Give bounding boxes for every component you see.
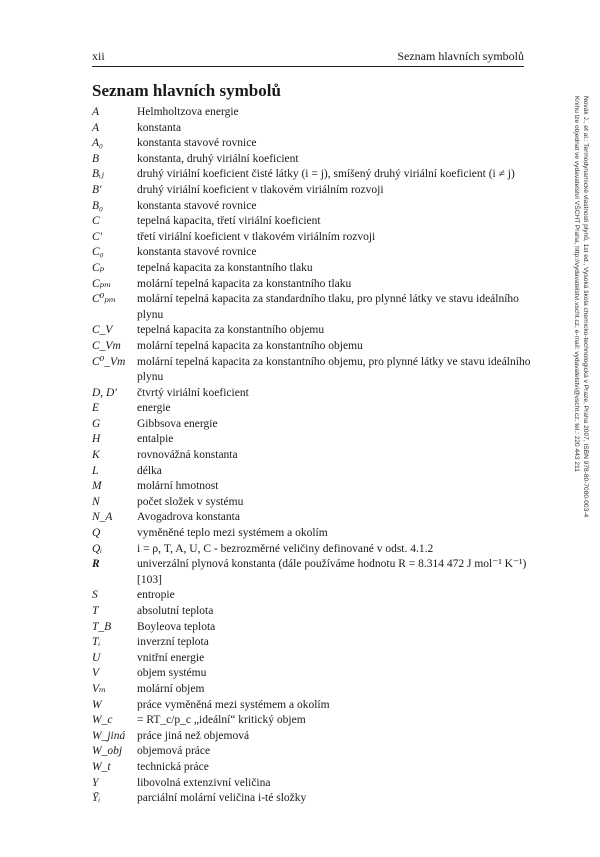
symbol: H <box>92 433 101 446</box>
symbol-description: rovnovážná konstanta <box>137 449 238 462</box>
symbol-description: čtvrtý viriální koeficient <box>137 386 249 399</box>
header-rule <box>92 66 524 67</box>
symbol-row <box>92 214 532 230</box>
symbol: A <box>92 121 100 134</box>
symbol: Bᵢⱼ <box>92 168 104 181</box>
symbol-row <box>92 542 532 558</box>
symbol-row <box>92 760 532 776</box>
symbol: C⁰ₚₘ <box>92 293 116 306</box>
symbol-description: energie <box>137 402 171 415</box>
symbol-row <box>92 292 532 323</box>
symbol-row <box>92 199 532 215</box>
symbol-description: konstanta stavové rovnice <box>137 246 257 259</box>
symbol-row <box>92 464 532 480</box>
symbol: W_jiná <box>92 729 126 742</box>
symbol-description: Boyleova teplota <box>137 620 216 633</box>
symbol-description: molární tepelná kapacita za konstantního objemu <box>137 339 363 352</box>
symbol-row <box>92 386 532 402</box>
symbol: W_c <box>92 714 113 727</box>
symbol-description: druhý viriální koeficient v tlakovém viriálním rozvoji <box>137 183 384 196</box>
symbol: M <box>92 480 102 493</box>
symbol-row <box>92 401 532 417</box>
symbol-description: molární tepelná kapacita za konstantního objemu, pro plynné látky ve stavu ideálního plynu <box>137 355 531 384</box>
symbol: T_B <box>92 620 112 633</box>
symbol-description: objem systému <box>137 667 207 680</box>
symbol-row <box>92 620 532 636</box>
symbol: T <box>92 605 99 617</box>
symbol-description: tepelná kapacita za konstantního tlaku <box>137 261 313 274</box>
symbol-list <box>92 105 532 807</box>
symbol-description: tepelná kapacita, třetí viriální koeficient <box>137 215 321 228</box>
symbol-row <box>92 105 532 121</box>
symbol-row <box>92 417 532 433</box>
symbol-row <box>92 495 532 511</box>
symbol-row <box>92 479 532 495</box>
citation-line: Knihu lze objednat ve vydavatelství VŠCHT Praha, http://vydavatelstvi.vscht.cz, e-mail: vydavatelstvi@vscht.cz, tel.: 220 443 211 <box>573 96 580 472</box>
symbol-description: konstanta, druhý viriální koeficient <box>137 152 299 165</box>
symbol-row <box>92 744 532 760</box>
symbol: B <box>92 152 100 165</box>
symbol-row <box>92 432 532 448</box>
symbol-row <box>92 277 532 293</box>
symbol-description: entropie <box>137 589 175 602</box>
symbol-row <box>92 776 532 792</box>
symbol: G <box>92 417 101 430</box>
symbol-description: univerzální plynová konstanta (dále používáme hodnotu R = 8.314 472 J mol⁻¹ K⁻¹) [103] <box>137 558 527 586</box>
symbol: U <box>92 651 101 664</box>
symbol: D, D′ <box>92 386 117 399</box>
symbol: Vₘ <box>92 682 107 695</box>
symbol-description: Avogadrova konstanta <box>137 511 240 524</box>
symbol-row <box>92 448 532 464</box>
symbol: Cₚ <box>92 261 105 274</box>
section-title: Seznam hlavních symbolů <box>92 81 281 100</box>
symbol: Qᵢ <box>92 542 103 555</box>
symbol: C_V <box>92 324 113 337</box>
symbol: C′ <box>92 230 103 243</box>
symbol-row <box>92 121 532 137</box>
symbol-description: počet složek v systému <box>137 495 244 508</box>
symbol: C <box>92 215 100 228</box>
symbol-row <box>92 152 532 168</box>
symbol: A₀ <box>92 137 104 150</box>
symbol: Tᵢ <box>92 636 101 649</box>
symbol-row <box>92 339 532 355</box>
symbol: Y <box>92 776 99 789</box>
symbol-description: = RT_c/p_c „ideální“ kritický objem <box>137 714 306 727</box>
symbol-description: tepelná kapacita za konstantního objemu <box>137 324 325 337</box>
symbol-row <box>92 183 532 199</box>
symbol: B′ <box>92 183 102 196</box>
symbol: C⁰_Vm <box>92 355 126 368</box>
symbol-row <box>92 557 532 588</box>
symbol: C₀ <box>92 246 104 259</box>
symbol-description: inverzní teplota <box>137 636 209 649</box>
symbol-row <box>92 698 532 714</box>
symbol: K <box>92 449 100 462</box>
symbol-row <box>92 230 532 246</box>
symbol-row <box>92 588 532 604</box>
symbol: W_obj <box>92 745 123 758</box>
symbol: N <box>92 495 100 508</box>
page-number: xii <box>92 49 105 63</box>
symbol-row <box>92 651 532 667</box>
symbol-description: technická práce <box>137 760 209 773</box>
symbol-description: molární hmotnost <box>137 480 219 493</box>
symbol-description: délka <box>137 464 162 477</box>
symbol: Ȳᵢ <box>92 792 101 805</box>
symbol-description: Helmholtzova energie <box>137 106 239 118</box>
symbol: C_Vm <box>92 339 121 352</box>
symbol: E <box>92 402 100 415</box>
symbol-row <box>92 713 532 729</box>
symbol-row <box>92 136 532 152</box>
symbol-description: molární tepelná kapacita za konstantního tlaku <box>137 277 352 290</box>
symbol: V <box>92 667 100 680</box>
symbol-row <box>92 604 532 620</box>
symbol-description: objemová práce <box>137 745 211 758</box>
symbol-description: druhý viriální koeficient čisté látky (i = j), smíšený druhý viriální koeficient (i ≠ j) <box>137 168 515 181</box>
symbol-description: i = ρ, T, A, U, C - bezrozměrné veličiny definované v odst. 4.1.2 <box>137 542 434 555</box>
symbol-row <box>92 791 532 807</box>
symbol-row <box>92 635 532 651</box>
symbol-description: práce vyměněná mezi systémem a okolím <box>137 698 330 711</box>
symbol-description: práce jiná než objemová <box>137 729 250 742</box>
symbol: W <box>92 698 102 711</box>
symbol-description: molární tepelná kapacita za standardního tlaku, pro plynné látky ve stavu ideálního plynu <box>137 293 519 321</box>
symbol-row <box>92 666 532 682</box>
symbol-description: libovolná extenzivní veličina <box>137 776 271 789</box>
running-title: Seznam hlavních symbolů <box>397 49 524 63</box>
citation-sidebar <box>572 96 590 517</box>
symbol-row <box>92 729 532 745</box>
symbol-row <box>92 510 532 526</box>
symbol-description: absolutní teplota <box>137 605 214 617</box>
symbol-row <box>92 355 532 386</box>
symbol-description: konstanta <box>137 121 182 134</box>
symbol: W_t <box>92 760 111 773</box>
symbol-description: konstanta stavové rovnice <box>137 137 257 150</box>
symbol-row <box>92 167 532 183</box>
symbol-row <box>92 245 532 261</box>
citation-line: Novák J., et al.: Termodynamické vlastnosti plynů, 1st ed., Vysoká škola chemicko-technologická v Praze, Praha 2007, ISBN 978-80-7080-003-4 <box>582 96 589 518</box>
symbol: R <box>92 558 100 571</box>
symbol: Cₚₘ <box>92 277 112 290</box>
symbol: A <box>92 106 100 118</box>
symbol-description: molární objem <box>137 682 205 695</box>
symbol-description: Gibbsova energie <box>137 417 218 430</box>
symbol-description: vyměněné teplo mezi systémem a okolím <box>137 527 328 540</box>
symbol: B₀ <box>92 199 104 212</box>
symbol-description: konstanta stavové rovnice <box>137 199 257 212</box>
symbol: L <box>92 464 99 477</box>
symbol: Q <box>92 527 101 540</box>
symbol-description: entalpie <box>137 433 174 446</box>
symbol-row <box>92 261 532 277</box>
symbol-row <box>92 323 532 339</box>
symbol-row <box>92 682 532 698</box>
symbol-row <box>92 526 532 542</box>
symbol: N_A <box>92 511 113 524</box>
symbol-description: parciální molární veličina i-té složky <box>137 792 307 805</box>
symbol-description: vnitřní energie <box>137 651 205 664</box>
symbol: S <box>92 589 98 602</box>
symbol-description: třetí viriální koeficient v tlakovém viriálním rozvoji <box>137 230 376 243</box>
